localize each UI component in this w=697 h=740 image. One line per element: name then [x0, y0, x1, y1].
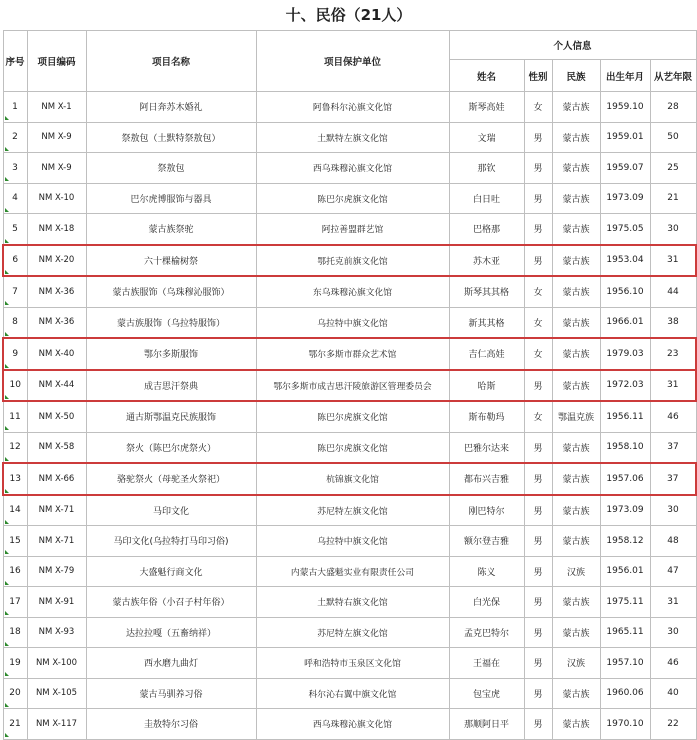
row-code: NM X-71	[27, 526, 86, 557]
row-birth: 1956.01	[600, 556, 650, 587]
row-seq: 10	[3, 370, 27, 402]
row-person-name: 斯琴高娃	[449, 92, 524, 123]
cell-marker-icon	[5, 457, 9, 461]
table-row	[3, 648, 696, 679]
cell-marker-icon	[5, 177, 9, 181]
row-gender: 男	[524, 214, 552, 245]
row-protection-unit: 陈巴尔虎旗文化馆	[256, 432, 449, 463]
header-personal-info: 个人信息	[449, 31, 696, 60]
row-code: NM X-1	[27, 92, 86, 123]
row-project-name: 蒙古族服饰（乌珠穆沁服饰）	[86, 276, 256, 307]
row-ethnicity: 鄂温克族	[552, 401, 600, 432]
row-protection-unit: 苏尼特左旗文化馆	[256, 617, 449, 648]
table-row	[3, 338, 696, 370]
row-gender: 男	[524, 587, 552, 618]
row-seq: 12	[3, 432, 27, 463]
row-birth: 1973.09	[600, 495, 650, 526]
row-code: NM X-93	[27, 617, 86, 648]
row-seq: 7	[3, 276, 27, 307]
row-gender: 男	[524, 183, 552, 214]
row-gender: 女	[524, 338, 552, 370]
cell-marker-icon	[5, 208, 9, 212]
row-project-name: 蒙古马驯养习俗	[86, 678, 256, 709]
cell-marker-icon	[5, 147, 9, 151]
row-protection-unit: 杭锦旗文化馆	[256, 463, 449, 495]
cell-marker-icon	[5, 672, 9, 676]
row-project-name: 阿日奔苏木婚礼	[86, 92, 256, 123]
row-code: NM X-105	[27, 678, 86, 709]
row-birth: 1960.06	[600, 678, 650, 709]
row-code: NM X-44	[27, 370, 86, 402]
row-ethnicity: 蒙古族	[552, 587, 600, 618]
row-birth: 1979.03	[600, 338, 650, 370]
row-person-name: 斯布勒玛	[449, 401, 524, 432]
row-gender: 男	[524, 617, 552, 648]
row-ethnicity: 蒙古族	[552, 463, 600, 495]
row-years: 50	[650, 122, 696, 153]
row-protection-unit: 阿拉善盟群艺馆	[256, 214, 449, 245]
row-project-name: 西水磨九曲灯	[86, 648, 256, 679]
table-row	[3, 92, 696, 123]
row-seq: 3	[3, 153, 27, 184]
table-row	[3, 370, 696, 402]
row-protection-unit: 乌拉特中旗文化馆	[256, 307, 449, 338]
row-birth: 1966.01	[600, 307, 650, 338]
page-title: 十、民俗（21人）	[285, 6, 412, 24]
cell-marker-icon	[5, 550, 9, 554]
row-birth: 1972.03	[600, 370, 650, 402]
row-seq: 13	[3, 463, 27, 495]
table-row	[3, 709, 696, 740]
cell-marker-icon	[5, 239, 9, 243]
row-protection-unit: 内蒙古大盛魁实业有限责任公司	[256, 556, 449, 587]
row-years: 46	[650, 648, 696, 679]
cell-marker-icon	[5, 642, 9, 646]
row-project-name: 蒙古族祭驼	[86, 214, 256, 245]
table-row	[3, 617, 696, 648]
row-ethnicity: 蒙古族	[552, 214, 600, 245]
row-project-name: 成吉思汗祭典	[86, 370, 256, 402]
row-protection-unit: 科尔沁右翼中旗文化馆	[256, 678, 449, 709]
row-protection-unit: 鄂托克前旗文化馆	[256, 245, 449, 277]
table-row	[3, 153, 696, 184]
row-person-name: 孟克巴特尔	[449, 617, 524, 648]
row-gender: 男	[524, 648, 552, 679]
table-row	[3, 463, 696, 495]
row-ethnicity: 蒙古族	[552, 495, 600, 526]
row-person-name: 斯琴其其格	[449, 276, 524, 307]
table-row	[3, 495, 696, 526]
cell-marker-icon	[5, 703, 9, 707]
row-code: NM X-91	[27, 587, 86, 618]
row-birth: 1970.10	[600, 709, 650, 740]
row-years: 21	[650, 183, 696, 214]
row-code: NM X-9	[27, 122, 86, 153]
row-person-name: 白日吐	[449, 183, 524, 214]
row-ethnicity: 蒙古族	[552, 92, 600, 123]
row-code: NM X-36	[27, 307, 86, 338]
row-gender: 男	[524, 153, 552, 184]
row-years: 38	[650, 307, 696, 338]
row-project-name: 蒙古族年俗（小召子村年俗）	[86, 587, 256, 618]
row-gender: 男	[524, 463, 552, 495]
row-birth: 1957.06	[600, 463, 650, 495]
row-gender: 男	[524, 122, 552, 153]
row-seq: 19	[3, 648, 27, 679]
cell-marker-icon	[5, 270, 9, 274]
row-person-name: 巴雅尔达来	[449, 432, 524, 463]
row-code: NM X-36	[27, 276, 86, 307]
row-ethnicity: 蒙古族	[552, 709, 600, 740]
cell-marker-icon	[5, 733, 9, 737]
row-seq: 5	[3, 214, 27, 245]
row-person-name: 陈义	[449, 556, 524, 587]
row-project-name: 大盛魁行商文化	[86, 556, 256, 587]
row-ethnicity: 蒙古族	[552, 153, 600, 184]
row-gender: 男	[524, 245, 552, 277]
row-person-name: 新其其格	[449, 307, 524, 338]
cell-marker-icon	[5, 395, 9, 399]
row-person-name: 那钦	[449, 153, 524, 184]
row-code: NM X-18	[27, 214, 86, 245]
row-code: NM X-79	[27, 556, 86, 587]
row-seq: 20	[3, 678, 27, 709]
row-seq: 18	[3, 617, 27, 648]
header-protection-unit: 项目保护单位	[256, 31, 449, 92]
row-years: 31	[650, 245, 696, 277]
row-birth: 1973.09	[600, 183, 650, 214]
table-row	[3, 276, 696, 307]
row-code: NM X-71	[27, 495, 86, 526]
table-row	[3, 678, 696, 709]
row-code: NM X-10	[27, 183, 86, 214]
row-seq: 21	[3, 709, 27, 740]
row-years: 30	[650, 495, 696, 526]
row-birth: 1959.10	[600, 92, 650, 123]
row-years: 22	[650, 709, 696, 740]
table-row	[3, 183, 696, 214]
table-row	[3, 401, 696, 432]
row-seq: 14	[3, 495, 27, 526]
row-birth: 1958.12	[600, 526, 650, 557]
row-protection-unit: 东乌珠穆沁旗文化馆	[256, 276, 449, 307]
row-years: 31	[650, 587, 696, 618]
row-seq: 17	[3, 587, 27, 618]
row-birth: 1975.05	[600, 214, 650, 245]
row-ethnicity: 蒙古族	[552, 432, 600, 463]
cell-marker-icon	[5, 611, 9, 615]
row-years: 37	[650, 463, 696, 495]
header-code: 项目编码	[27, 31, 86, 92]
row-code: NM X-58	[27, 432, 86, 463]
row-protection-unit: 苏尼特左旗文化馆	[256, 495, 449, 526]
row-years: 48	[650, 526, 696, 557]
row-ethnicity: 蒙古族	[552, 276, 600, 307]
row-birth: 1957.10	[600, 648, 650, 679]
row-birth: 1956.11	[600, 401, 650, 432]
table-row	[3, 526, 696, 557]
cell-marker-icon	[5, 364, 9, 368]
row-person-name: 包宝虎	[449, 678, 524, 709]
row-ethnicity: 蒙古族	[552, 526, 600, 557]
header-gender: 性别	[524, 60, 552, 92]
row-seq: 1	[3, 92, 27, 123]
row-ethnicity: 蒙古族	[552, 122, 600, 153]
header-seq: 序号	[3, 31, 27, 92]
header-ethnicity: 民族	[552, 60, 600, 92]
row-person-name: 吉仁高娃	[449, 338, 524, 370]
row-ethnicity: 蒙古族	[552, 307, 600, 338]
row-seq: 4	[3, 183, 27, 214]
row-person-name: 巴格那	[449, 214, 524, 245]
row-protection-unit: 阿鲁科尔沁旗文化馆	[256, 92, 449, 123]
table-row	[3, 587, 696, 618]
row-person-name: 白光保	[449, 587, 524, 618]
row-project-name: 祭敖包	[86, 153, 256, 184]
row-years: 47	[650, 556, 696, 587]
cell-marker-icon	[5, 116, 9, 120]
cell-marker-icon	[5, 426, 9, 430]
row-project-name: 骆驼祭火（母驼圣火祭祀）	[86, 463, 256, 495]
row-gender: 男	[524, 678, 552, 709]
row-project-name: 祭火（陈巴尔虎祭火）	[86, 432, 256, 463]
row-years: 30	[650, 214, 696, 245]
inheritor-table	[2, 30, 697, 740]
row-protection-unit: 陈巴尔虎旗文化馆	[256, 183, 449, 214]
row-gender: 男	[524, 526, 552, 557]
row-ethnicity: 蒙古族	[552, 338, 600, 370]
row-birth: 1958.10	[600, 432, 650, 463]
row-gender: 女	[524, 276, 552, 307]
row-protection-unit: 西乌珠穆沁旗文化馆	[256, 709, 449, 740]
row-protection-unit: 陈巴尔虎旗文化馆	[256, 401, 449, 432]
cell-marker-icon	[5, 332, 9, 336]
row-birth: 1959.07	[600, 153, 650, 184]
cell-marker-icon	[5, 520, 9, 524]
row-gender: 男	[524, 432, 552, 463]
row-person-name: 刚巴特尔	[449, 495, 524, 526]
row-seq: 15	[3, 526, 27, 557]
row-project-name: 祭敖包（土默特祭敖包）	[86, 122, 256, 153]
row-birth: 1975.11	[600, 587, 650, 618]
row-project-name: 通古斯鄂温克民族服饰	[86, 401, 256, 432]
row-ethnicity: 蒙古族	[552, 617, 600, 648]
row-years: 40	[650, 678, 696, 709]
row-project-name: 马印文化	[86, 495, 256, 526]
row-ethnicity: 蒙古族	[552, 245, 600, 277]
row-ethnicity: 蒙古族	[552, 678, 600, 709]
row-birth: 1953.04	[600, 245, 650, 277]
row-code: NM X-66	[27, 463, 86, 495]
row-years: 44	[650, 276, 696, 307]
cell-marker-icon	[5, 489, 9, 493]
row-ethnicity: 汉族	[552, 556, 600, 587]
cell-marker-icon	[5, 581, 9, 585]
table-row	[3, 307, 696, 338]
row-code: NM X-40	[27, 338, 86, 370]
row-gender: 男	[524, 370, 552, 402]
row-seq: 2	[3, 122, 27, 153]
row-person-name: 都布兴吉雅	[449, 463, 524, 495]
row-project-name: 巴尔虎博服饰与器具	[86, 183, 256, 214]
row-project-name: 六十棵榆树祭	[86, 245, 256, 277]
row-project-name: 鄂尔多斯服饰	[86, 338, 256, 370]
header-years: 从艺年限	[650, 60, 696, 92]
header-person-name: 姓名	[449, 60, 524, 92]
row-ethnicity: 蒙古族	[552, 370, 600, 402]
row-gender: 男	[524, 495, 552, 526]
row-protection-unit: 呼和浩特市玉泉区文化馆	[256, 648, 449, 679]
row-years: 28	[650, 92, 696, 123]
row-birth: 1956.10	[600, 276, 650, 307]
row-protection-unit: 土默特右旗文化馆	[256, 587, 449, 618]
row-gender: 男	[524, 709, 552, 740]
row-protection-unit: 鄂尔多斯市群众艺术馆	[256, 338, 449, 370]
row-code: NM X-20	[27, 245, 86, 277]
row-ethnicity: 蒙古族	[552, 183, 600, 214]
row-years: 37	[650, 432, 696, 463]
row-gender: 女	[524, 401, 552, 432]
table-row	[3, 432, 696, 463]
table-row	[3, 214, 696, 245]
row-gender: 男	[524, 556, 552, 587]
row-code: NM X-9	[27, 153, 86, 184]
row-seq: 11	[3, 401, 27, 432]
row-protection-unit: 鄂尔多斯市成吉思汗陵旅游区管理委员会	[256, 370, 449, 402]
row-project-name: 圭敖特尔习俗	[86, 709, 256, 740]
row-person-name: 额尔登吉雅	[449, 526, 524, 557]
row-protection-unit: 乌拉特中旗文化馆	[256, 526, 449, 557]
row-years: 30	[650, 617, 696, 648]
row-person-name: 文瑞	[449, 122, 524, 153]
row-code: NM X-50	[27, 401, 86, 432]
row-years: 23	[650, 338, 696, 370]
row-ethnicity: 汉族	[552, 648, 600, 679]
row-gender: 女	[524, 92, 552, 123]
row-seq: 16	[3, 556, 27, 587]
row-protection-unit: 西乌珠穆沁旗文化馆	[256, 153, 449, 184]
row-project-name: 马印文化(乌拉特打马印习俗)	[86, 526, 256, 557]
header-birth: 出生年月	[600, 60, 650, 92]
row-years: 31	[650, 370, 696, 402]
row-seq: 6	[3, 245, 27, 277]
row-gender: 女	[524, 307, 552, 338]
row-years: 46	[650, 401, 696, 432]
header-project-name: 项目名称	[86, 31, 256, 92]
row-project-name: 蒙古族服饰（乌拉特服饰）	[86, 307, 256, 338]
row-person-name: 王福在	[449, 648, 524, 679]
table-row	[3, 122, 696, 153]
row-code: NM X-100	[27, 648, 86, 679]
row-seq: 9	[3, 338, 27, 370]
row-person-name: 那顺阿日平	[449, 709, 524, 740]
row-person-name: 苏木亚	[449, 245, 524, 277]
row-seq: 8	[3, 307, 27, 338]
row-years: 25	[650, 153, 696, 184]
row-project-name: 达拉拉嘎（五畜纳祥）	[86, 617, 256, 648]
table-row	[3, 556, 696, 587]
cell-marker-icon	[5, 301, 9, 305]
row-birth: 1965.11	[600, 617, 650, 648]
row-person-name: 哈斯	[449, 370, 524, 402]
row-birth: 1959.01	[600, 122, 650, 153]
table-row	[3, 245, 696, 277]
row-code: NM X-117	[27, 709, 86, 740]
row-protection-unit: 土默特左旗文化馆	[256, 122, 449, 153]
